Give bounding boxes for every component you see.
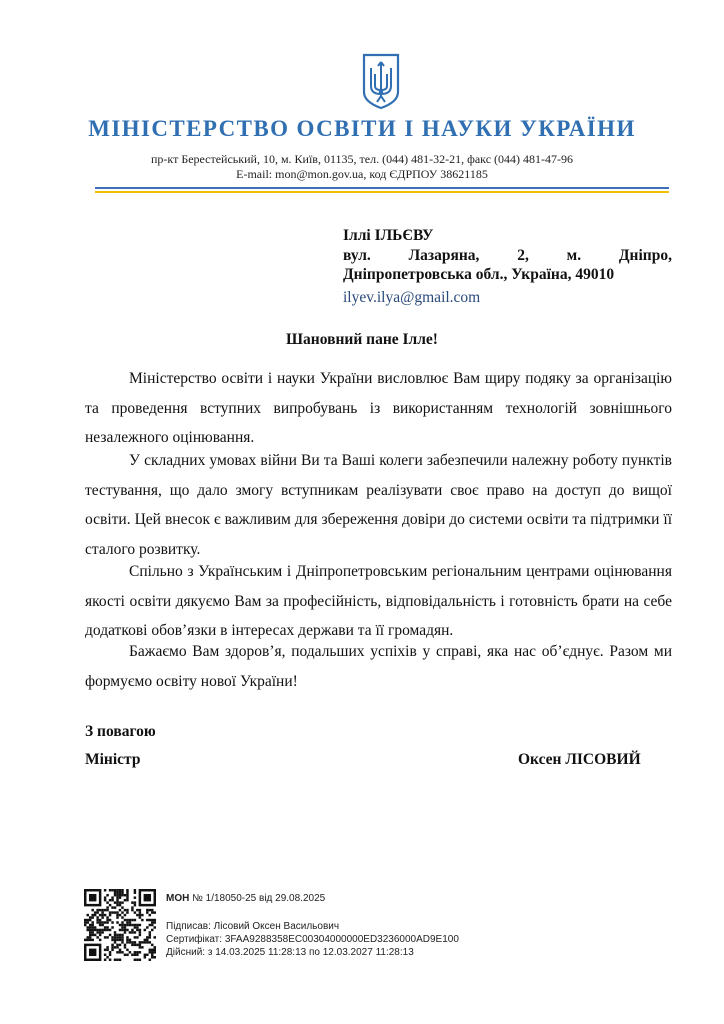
paragraph: У складних умовах війни Ви та Ваші колеги забезпечили належну роботу пунктів тестування, що дало змогу вступникам реалізувати своє право на доступ до вищої освіти. Цей внесок є важливим для збереження довіри до системи освіти та підтримки її сталого розвитку. [85,452,672,558]
certificate-validity: Дійсний: з 14.03.2025 11:28:13 по 12.03.2027 11:28:13 [166,947,414,958]
paragraph: Бажаємо Вам здоров’я, подальших успіхів у справі, яка нас об’єднує. Разом ми формуємо освіту нової України! [85,643,672,690]
recipient-street [343,247,672,265]
paragraph: Спільно з Українським і Дніпропетровським регіональним центрами оцінювання якості освіти дякуємо Вам за професійність, відповідальність і готовність брати на себе додаткові обов’язки в інтересах держави та її громадян. [85,563,672,639]
recipient-street-part: вул. [343,247,371,264]
ministry-address: пр-кт Берестейський, 10, м. Київ, 01135, тел. (044) 481-32-21, факс (044) 481-47-96 [150,152,574,166]
paragraph: Міністерство освіти і науки України висловлює Вам щиру подяку за організацію та проведення вступних випробувань із використанням технологій зовнішнього незалежного оцінювання. [85,370,672,446]
qr-code-icon [84,889,156,961]
ministry-name: МІНІСТЕРСТВО ОСВІТИ І НАУКИ УКРАЇНИ [88,116,636,141]
recipient-name: Іллі ІЛЬЄВУ [343,227,434,244]
tryzub-coat-of-arms-icon [361,52,401,110]
signer-name: Оксен ЛІСОВИЙ [518,751,641,768]
closing-phrase: З повагою [85,723,156,740]
certificate-id: Сертифікат: 3FAA9288358EC00304000000ED3236000AD9E100 [166,934,459,945]
document-prefix: МОН [166,893,190,904]
recipient-street-part: м. [566,247,582,264]
document-number-text: № 1/18050-25 від 29.08.2025 [192,893,326,904]
ministry-contacts: E-mail: mon@mon.gov.ua, код ЄДРПОУ 38621185 [236,167,488,181]
header-divider-blue [95,187,669,189]
recipient-street-part: Дніпро, [618,247,672,264]
recipient-street-part: 2, [517,247,529,264]
header-divider-yellow [95,191,669,193]
signer-role: Міністр [85,751,141,768]
recipient-region: Дніпропетровська обл., Україна, 49010 [343,266,615,283]
recipient-email[interactable]: ilyev.ilya@gmail.com [343,289,481,306]
salutation: Шановний пане Ілле! [286,331,438,348]
signed-by: Підписав: Лісовий Оксен Васильович [166,921,340,932]
document-number [166,893,325,904]
recipient-street-part: Лазаряна, [408,247,480,264]
